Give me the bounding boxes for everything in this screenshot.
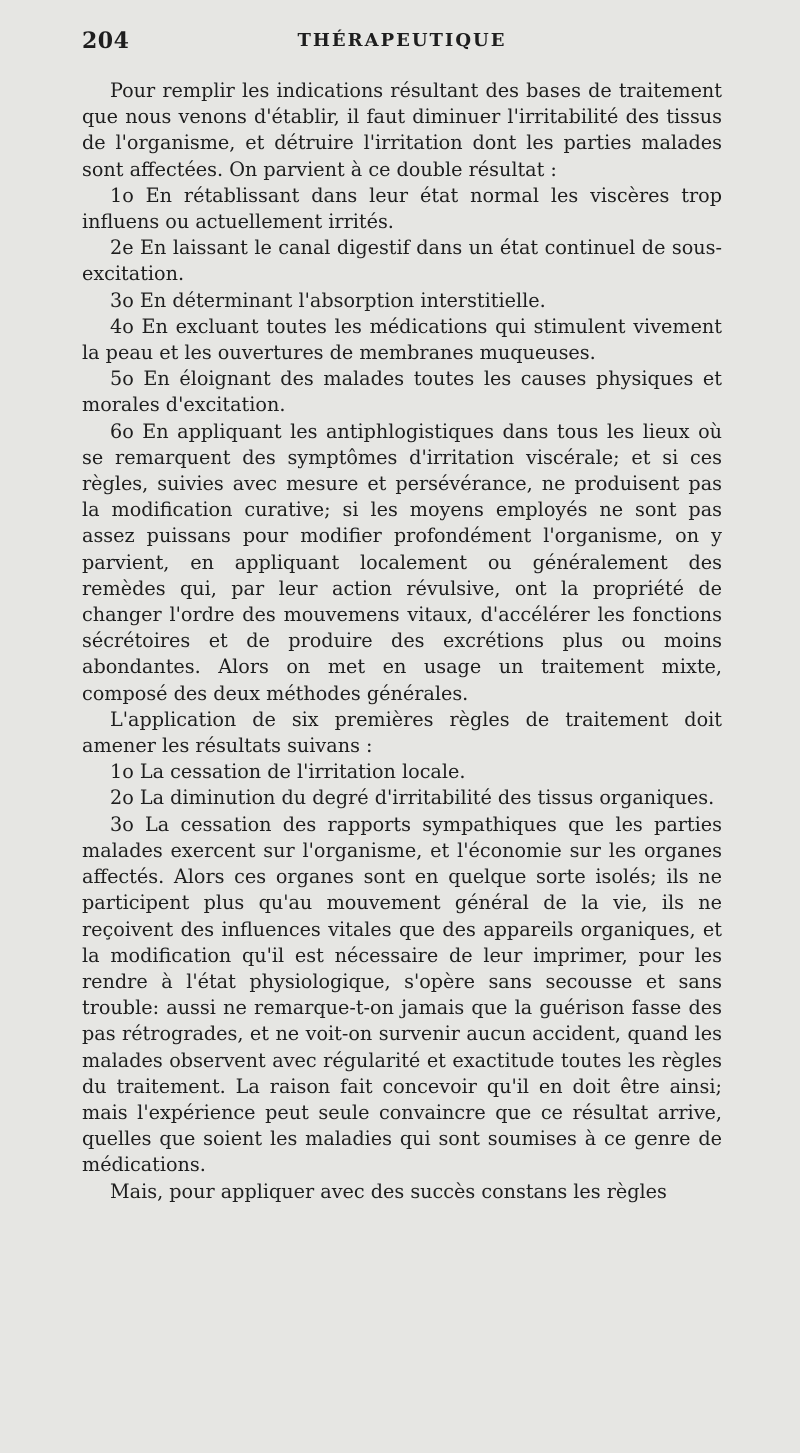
result-item-1: 1o La cessation de l'irritation locale. [110, 760, 466, 784]
page-header [82, 28, 722, 64]
rule-item-4: 4o En excluant toutes les médications qui stimulent vivement la peau et les ouvertures de membranes muqueuses. [82, 314, 722, 365]
results-intro-paragraph: L'application de six premières règles de traitement doit amener les résultats suivans : [82, 707, 722, 758]
rule-item-6: 6o En appliquant les antiphlogistiques dans tous les lieux où se remarquent des symptômes d'irritation viscérale; et si ces règles, suivies avec mesure et persévérance, ne produisent pas la modification curative; si les moyens employés ne sont pas assez puissans pour modifier profondément l'organisme, on y parvient, en appliquant localement ou généralement des remèdes qui, par leur action révulsive, ont la propriété de changer l'ordre des mouvemens vitaux, d'accélérer les fonctions sécrétoires et de produire des excrétions plus ou moins abondantes. Alors on met en usage un traitement mixte, composé des deux méthodes générales. [82, 419, 722, 705]
page-number: 204 [82, 28, 130, 54]
rule-item-3: 3o En déterminant l'absorption interstitielle. [110, 288, 546, 312]
rule-item-2: 2e En laissant le canal digestif dans un état continuel de sous-excitation. [82, 236, 722, 286]
running-title: THÉRAPEUTIQUE [297, 30, 507, 51]
body-text [82, 78, 722, 1205]
intro-paragraph: Pour remplir les indications résultant des bases de traitement que nous venons d'établir, il faut diminuer l'irritabilité des tissus de l'organisme, et détruire l'irritation dont les parties malades sont affectées. On parvient à ce double résultat : [82, 79, 722, 181]
closing-line: Mais, pour appliquer avec des succès constans les règles [110, 1179, 667, 1203]
rule-item-5: 5o En éloignant des malades toutes les causes physiques et morales d'excitation. [82, 367, 722, 417]
rule-item-1: 1o En rétablissant dans leur état normal les viscères trop influens ou actuellement irrités. [82, 183, 722, 234]
result-item-3: 3o La cessation des rapports sympathiques que les parties malades exercent sur l'organisme, et l'économie sur les organes affectés. Alors ces organes sont en quelque sorte isolés; ils ne participent plus qu'au mouvement général de la vie, ils ne reçoivent des influences vitales que des appareils organiques, et la modification qu'il est nécessaire de leur imprimer, pour les rendre à l'état physiologique, s'opère sans secousse et sans trouble: aussi ne remarque-t-on jamais que la guérison fasse des pas rétrogrades, et ne voit-on survenir aucun accident, quand les malades observent avec régularité et exactitude toutes les règles du traitement. La raison fait concevoir qu'il en doit être ainsi; mais l'expérience peut seule convaincre que ce résultat arrive, quelles que soient les maladies qui sont soumises à ce genre de médications. [82, 812, 722, 1177]
result-item-2: 2o La diminution du degré d'irritabilité des tissus organiques. [110, 786, 715, 810]
